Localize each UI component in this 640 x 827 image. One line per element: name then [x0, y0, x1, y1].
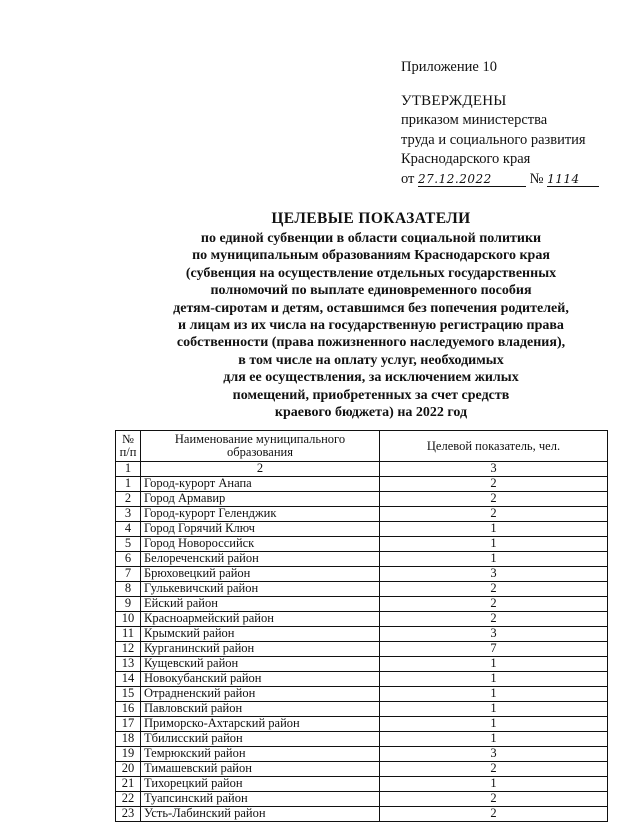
approved-label: УТВЕРЖДЕНЫ: [401, 92, 507, 109]
row-name: Кущевский район: [141, 657, 380, 672]
table-row: [116, 702, 608, 717]
row-name: Красноармейский район: [141, 612, 380, 627]
row-number: 14: [116, 672, 141, 687]
header-name: [141, 431, 380, 462]
title-line: детям-сиротам и детям, оставшимся без попечения родителей,: [173, 300, 569, 316]
table-row: [116, 582, 608, 597]
approval-line-3: Краснодарского края: [401, 151, 531, 167]
row-number: 13: [116, 657, 141, 672]
column-number-2: 2: [141, 462, 380, 477]
row-value: 1: [380, 522, 608, 537]
row-value: 2: [380, 612, 608, 627]
date-handwritten: 27.12.2022: [418, 171, 492, 186]
header-name-line1: Наименование муниципального: [174, 432, 346, 446]
document-title: [120, 208, 622, 421]
row-name: Павловский район: [141, 702, 380, 717]
row-number: 18: [116, 732, 141, 747]
row-value: 1: [380, 717, 608, 732]
row-name: Тимашевский район: [141, 762, 380, 777]
table-body: [116, 477, 608, 822]
table-row: [116, 492, 608, 507]
column-number-1: 1: [116, 462, 141, 477]
row-value: 2: [380, 507, 608, 522]
number-prefix: №: [529, 170, 544, 187]
table-row: [116, 642, 608, 657]
row-number: 10: [116, 612, 141, 627]
row-number: 15: [116, 687, 141, 702]
row-value: 2: [380, 477, 608, 492]
column-number-row: [116, 462, 608, 477]
table-row: [116, 657, 608, 672]
table-row: [116, 477, 608, 492]
row-name: Город-курорт Геленджик: [141, 507, 380, 522]
number-field: [547, 172, 599, 187]
row-number: 19: [116, 747, 141, 762]
row-number: 22: [116, 792, 141, 807]
title-line: и лицам из их числа на государственную регистрацию права: [178, 318, 564, 334]
row-name: Город Новороссийск: [141, 537, 380, 552]
row-name: Темрюкский район: [141, 747, 380, 762]
row-value: 1: [380, 657, 608, 672]
row-number: 12: [116, 642, 141, 657]
row-name: Тихорецкий район: [141, 777, 380, 792]
table-row: [116, 747, 608, 762]
date-field: [418, 172, 526, 187]
spacer: [401, 78, 599, 92]
row-value: 2: [380, 492, 608, 507]
approval-line-2: труда и социального развития: [401, 131, 586, 148]
title-line: в том числе на оплату услуг, необходимых: [238, 352, 504, 368]
title-line: помещений, приобретенных за счет средств: [232, 387, 510, 403]
title-line: по единой субвенции в области социальной политики: [200, 231, 542, 246]
table-row: [116, 777, 608, 792]
row-number: 2: [116, 492, 141, 507]
table-row: [116, 567, 608, 582]
row-name: Приморско-Ахтарский район: [141, 717, 380, 732]
row-value: 1: [380, 672, 608, 687]
title-line: по муниципальным образованиям Краснодарского края: [192, 248, 550, 264]
row-value: 7: [380, 642, 608, 657]
title-line: полномочий по выплате единовременного пособия: [210, 283, 532, 299]
date-number-line: [401, 170, 599, 190]
table-row: [116, 627, 608, 642]
row-number: 6: [116, 552, 141, 567]
table-row: [116, 792, 608, 807]
row-number: 16: [116, 702, 141, 717]
row-name: Белореченский район: [141, 552, 380, 567]
table-row: [116, 687, 608, 702]
appendix-label: Приложение 10: [401, 59, 497, 75]
row-number: 20: [116, 762, 141, 777]
title-line: собственности (права пожизненного наследуемого владения),: [176, 335, 566, 351]
row-value: 1: [380, 777, 608, 792]
approval-block: [401, 58, 599, 189]
title-line: (субвенция на осуществление отдельных государственных: [185, 265, 557, 281]
row-name: Крымский район: [141, 627, 380, 642]
row-number: 1: [116, 477, 141, 492]
row-name: Усть-Лабинский район: [141, 807, 380, 822]
row-name: Город Армавир: [141, 492, 380, 507]
row-value: 1: [380, 552, 608, 567]
approval-line-1: приказом министерства: [401, 112, 548, 128]
row-name: Отрадненский район: [141, 687, 380, 702]
table-row: [116, 732, 608, 747]
row-number: 5: [116, 537, 141, 552]
header-number: [116, 431, 141, 462]
row-name: Брюховецкий район: [141, 567, 380, 582]
row-value: 2: [380, 807, 608, 822]
title-lines: [120, 230, 622, 421]
header-number-line2: п/п: [119, 445, 137, 459]
table-row: [116, 537, 608, 552]
row-number: 17: [116, 717, 141, 732]
table-row: [116, 762, 608, 777]
row-name: Ейский район: [141, 597, 380, 612]
date-prefix: от: [401, 170, 415, 187]
targets-table: [115, 430, 608, 822]
title-heading: ЦЕЛЕВЫЕ ПОКАЗАТЕЛИ: [271, 210, 471, 227]
row-value: 2: [380, 597, 608, 612]
row-number: 8: [116, 582, 141, 597]
title-line: для ее осуществления, за исключением жилых: [223, 370, 519, 386]
header-name-line2: образования: [227, 445, 293, 459]
row-number: 4: [116, 522, 141, 537]
table-row: [116, 612, 608, 627]
row-number: 23: [116, 807, 141, 822]
title-line: краевого бюджета) на 2022 год: [274, 405, 468, 421]
row-value: 1: [380, 732, 608, 747]
row-number: 3: [116, 507, 141, 522]
table-row: [116, 522, 608, 537]
row-name: Курганинский район: [141, 642, 380, 657]
row-value: 1: [380, 702, 608, 717]
table-row: [116, 507, 608, 522]
row-value: 3: [380, 747, 608, 762]
row-number: 11: [116, 627, 141, 642]
row-name: Город Горячий Ключ: [141, 522, 380, 537]
row-value: 2: [380, 762, 608, 777]
table-row: [116, 597, 608, 612]
table-row: [116, 807, 608, 822]
row-number: 9: [116, 597, 141, 612]
row-name: Город-курорт Анапа: [141, 477, 380, 492]
row-number: 7: [116, 567, 141, 582]
header-value: Целевой показатель, чел.: [380, 431, 608, 462]
table-header-row: [116, 431, 608, 462]
row-value: 2: [380, 582, 608, 597]
row-name: Тбилисский район: [141, 732, 380, 747]
table-row: [116, 717, 608, 732]
row-value: 2: [380, 792, 608, 807]
row-value: 1: [380, 687, 608, 702]
row-value: 1: [380, 537, 608, 552]
table-row: [116, 552, 608, 567]
table-row: [116, 672, 608, 687]
row-name: Гулькевичский район: [141, 582, 380, 597]
row-name: Новокубанский район: [141, 672, 380, 687]
header-number-line1: №: [122, 432, 134, 446]
row-value: 3: [380, 567, 608, 582]
column-number-3: 3: [380, 462, 608, 477]
row-number: 21: [116, 777, 141, 792]
row-value: 3: [380, 627, 608, 642]
row-name: Туапсинский район: [141, 792, 380, 807]
number-handwritten: 1114: [547, 171, 580, 186]
